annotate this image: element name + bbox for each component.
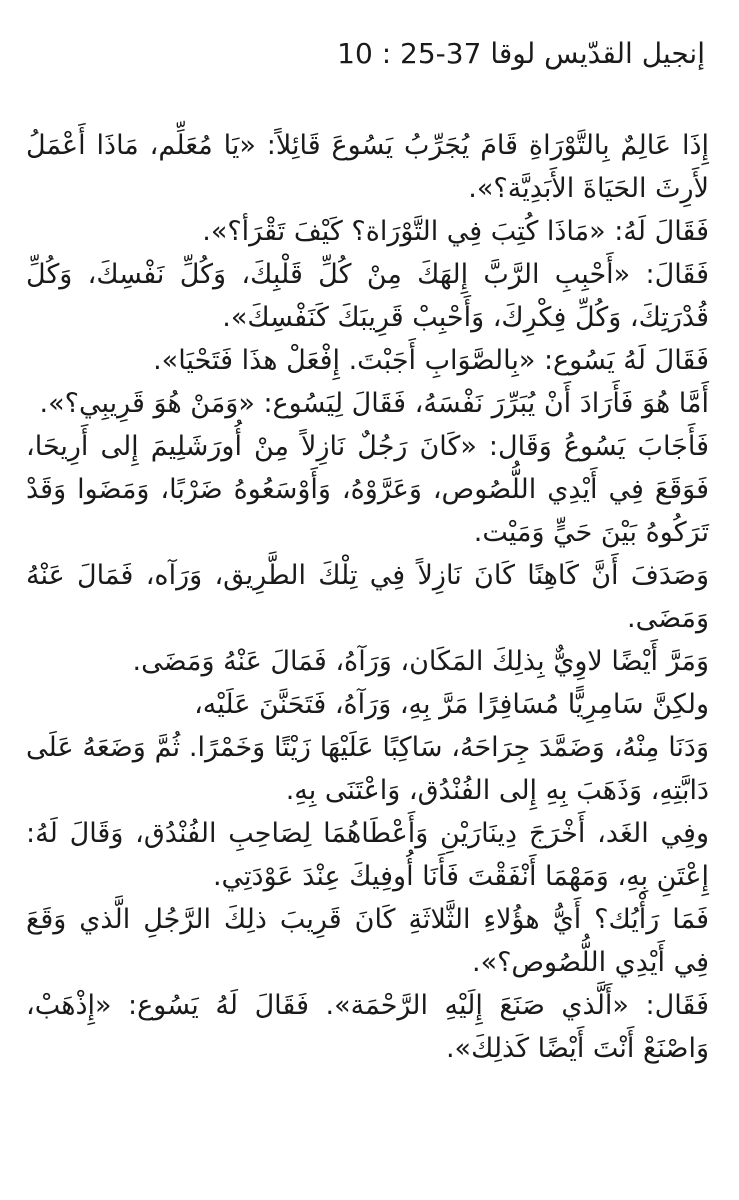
verse-paragraph: فَأَجَابَ يَسُوعُ وَقَال: «كَانَ رَجُلٌ نَازِلاً مِنْ أُورَشَلِيمَ إِلى أَرِيحَا، فَوَقَعَ فِي أَيْدِي اللُّصُوص، وَعَرَّوْهُ، وَأَوْسَعُوهُ ضَرْبًا، وَمَضَوا وَقَدْ تَرَكُوهُ بَيْنَ حَيٍّ وَمَيْت. <box>26 431 709 548</box>
verse-paragraph: وَصَدَفَ أَنَّ كَاهِنًا كَانَ نَازِلاً فِي تِلْكَ الطَّرِيق، وَرَآه، فَمَالَ عَنْهُ وَمَضَى. <box>26 560 709 634</box>
verse-paragraph: أَمَّا هُوَ فَأَرَادَ أَنْ يُبَرِّرَ نَفْسَهُ، فَقَالَ لِيَسُوع: «وَمَنْ هُوَ قَرِيبِي؟». <box>39 388 709 419</box>
verse-paragraph: إِذَا عَالِمٌ بِالتَّوْرَاةِ قَامَ يُجَرِّبُ يَسُوعَ قَائِلاً: «يَا مُعَلِّم، مَاذَا أَعْمَلُ لأَرِثَ الحَيَاةَ الأَبَدِيَّة؟». <box>26 130 709 204</box>
verse-paragraph: فَقَال: «أَلَّذي صَنَعَ إِلَيْهِ الرَّحْمَة». فَقَالَ لَهُ يَسُوع: «إِذْهَبْ، وَاصْنَعْ أَنْتَ أَيْضًا كَذلِكَ». <box>26 990 709 1064</box>
verse-paragraph: فَقَالَ لَهُ يَسُوع: «بِالصَّوَابِ أَجَبْتَ. إِفْعَلْ هذَا فَتَحْيَا». <box>153 345 709 376</box>
verse-paragraph: فَقَالَ: «أَحْبِبِ الرَّبَّ إِلهَكَ مِنْ كُلِّ قَلْبِكَ، وَكُلِّ نَفْسِكَ، وَكُلِّ قُدْرَتِكَ، وَكُلِّ فِكْرِكَ، وَأَحْبِبْ قَرِيبَكَ كَنَفْسِكَ». <box>26 259 709 333</box>
verse-paragraph: وَمَرَّ أَيْضًا لاوِيٌّ بِذلِكَ المَكَان، وَرَآهُ، فَمَالَ عَنْهُ وَمَضَى. <box>132 646 709 677</box>
verse-paragraph: وفِي الغَد، أَخْرَجَ دِينَارَيْنِ وَأَعْطَاهُمَا لِصَاحِبِ الفُنْدُق، وَقَالَ لَهُ: إِعْتَنِ بِهِ، وَمَهْمَا أَنْفَقْتَ فَأَنَا أُوفِيكَ عِنْدَ عَوْدَتِي. <box>26 818 709 892</box>
verse-paragraph: ولكِنَّ سَامِرِيًّا مُسَافِرًا مَرَّ بِهِ، وَرَآهُ، فَتَحَنَّنَ عَلَيْه، <box>194 689 709 720</box>
page-title: إنجيل القدّيس لوقا 37-25 : 10 <box>337 37 705 70</box>
verse-paragraph: فَمَا رَأْيُك؟ أَيُّ هؤُلاءِ الثَّلاثَةِ كَانَ قَرِيبَ ذلِكَ الرَّجُلِ الَّذي وَقَعَ فِي أَيْدِي اللُّصُوص؟». <box>26 904 709 978</box>
verse-paragraph: فَقَالَ لَهُ: «مَاذَا كُتِبَ فِي التَّوْرَاة؟ كَيْفَ تَقْرَأ؟». <box>202 216 709 247</box>
gospel-passage <box>26 124 709 1070</box>
verse-paragraph: وَدَنَا مِنْهُ، وَضَمَّدَ جِرَاحَهُ، سَاكِبًا عَلَيْهَا زَيْتًا وَخَمْرًا. ثُمَّ وَضَعَهُ عَلَى دَابَّتِهِ، وَذَهَبَ بِهِ إِلى الفُنْدُق، وَاعْتَنَى بِهِ. <box>26 732 709 806</box>
